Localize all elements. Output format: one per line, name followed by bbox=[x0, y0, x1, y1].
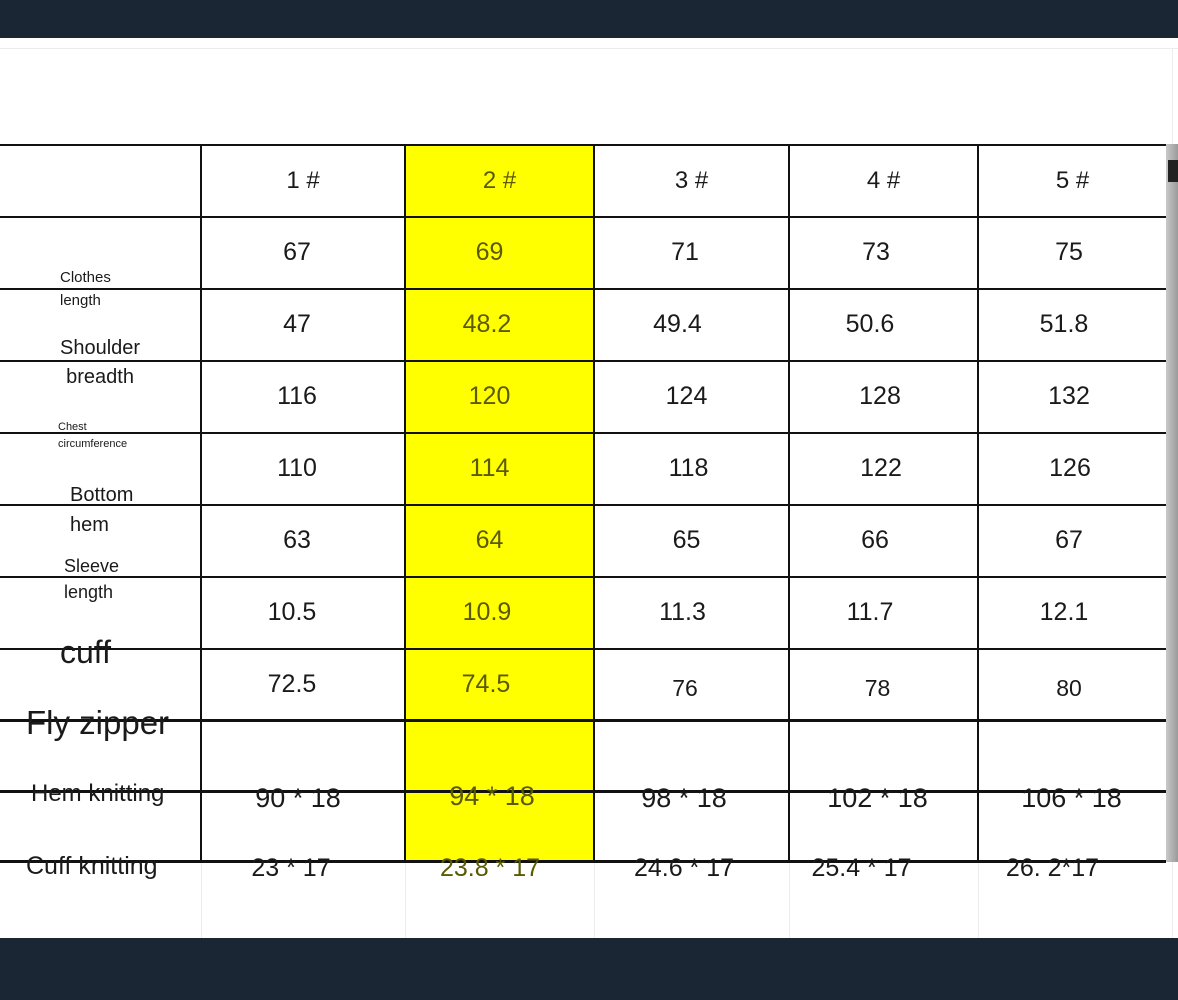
table-cell: 66 bbox=[861, 526, 889, 555]
header-size-4: 4 # bbox=[866, 166, 901, 194]
table-cell: 98 * 18 bbox=[641, 783, 727, 814]
table-cell: 12.1 bbox=[1039, 598, 1089, 627]
table-cell: 94 * 18 bbox=[449, 781, 535, 812]
row-label-cuff: cuff bbox=[60, 634, 111, 670]
size-chart-table bbox=[0, 144, 1166, 883]
table-cell: 26. 2*17 bbox=[1005, 854, 1100, 883]
table-cell: 65 bbox=[672, 526, 701, 555]
row-label-line: Clothes bbox=[60, 269, 111, 286]
table-cell: 124 bbox=[665, 382, 708, 411]
table-cell: 10.9 bbox=[462, 598, 512, 627]
table-cell: 110 bbox=[277, 454, 317, 483]
table-cell: 10.5 bbox=[267, 598, 317, 627]
table-cell: 76 bbox=[672, 675, 698, 702]
table-cell: 23.8 * 17 bbox=[439, 854, 541, 883]
row-label-clothes-length bbox=[60, 266, 111, 312]
table-cell: 118 bbox=[668, 454, 709, 483]
table-cell: 67 bbox=[1055, 526, 1083, 555]
table-cell: 25.4 * 17 bbox=[811, 854, 912, 883]
row-label-line: circumference bbox=[58, 438, 128, 450]
header-size-2: 2 # bbox=[482, 166, 517, 194]
table-cell: 67 bbox=[283, 238, 311, 267]
spreadsheet-page bbox=[0, 38, 1178, 938]
table-cell: 48.2 bbox=[462, 310, 512, 339]
row-label-chest-circumference bbox=[58, 419, 127, 453]
table-cell: 69 bbox=[475, 238, 504, 267]
table-cell: 71 bbox=[671, 238, 699, 267]
table-cell: 90 * 18 bbox=[255, 783, 341, 814]
row-label-line: Chest bbox=[58, 421, 87, 433]
header-size-3: 3 # bbox=[674, 166, 709, 194]
table-cell: 47 bbox=[283, 310, 311, 339]
row-label-sleeve-length bbox=[64, 553, 119, 605]
table-cell: 50.6 bbox=[845, 310, 895, 339]
table-cell: 72.5 bbox=[267, 670, 317, 699]
row-label-line: length bbox=[60, 292, 101, 309]
table-cell: 23 * 17 bbox=[251, 854, 331, 883]
row-label-line: Shoulder bbox=[60, 337, 141, 359]
table-cell: 49.4 bbox=[653, 310, 702, 339]
table-cell: 24.6 * 17 bbox=[633, 854, 735, 883]
row-label-line: breadth bbox=[66, 366, 134, 388]
table-cell: 122 bbox=[860, 454, 902, 483]
table-cell: 128 bbox=[859, 382, 901, 411]
row-label-line: Sleeve bbox=[64, 556, 120, 576]
grid-line bbox=[0, 48, 1178, 49]
row-label-hem-knitting: Hem knitting bbox=[31, 780, 165, 807]
row-label-line: length bbox=[64, 582, 114, 602]
table-cell: 116 bbox=[277, 382, 317, 411]
table-cell: 120 bbox=[468, 382, 511, 411]
table-cell: 11.3 bbox=[659, 598, 706, 627]
table-cell: 132 bbox=[1048, 382, 1090, 411]
table-cell: 63 bbox=[283, 526, 311, 555]
table-cell: 51.8 bbox=[1039, 310, 1089, 339]
table-cell: 114 bbox=[469, 454, 510, 483]
table-cell: 78 bbox=[864, 675, 891, 702]
row-label-cuff-knitting: Cuff knitting bbox=[26, 852, 158, 880]
row-label-line: hem bbox=[70, 514, 109, 536]
table-border bbox=[0, 648, 1166, 650]
table-cell: 75 bbox=[1055, 238, 1083, 267]
table-cell: 80 bbox=[1056, 675, 1082, 702]
row-label-fly-zipper: Fly zipper bbox=[26, 704, 170, 741]
table-cell: 74.5 bbox=[461, 670, 511, 699]
header-size-5: 5 # bbox=[1055, 166, 1090, 194]
table-cell: 73 bbox=[862, 238, 890, 267]
row-label-line: Bottom bbox=[70, 484, 134, 506]
photo-edge bbox=[1166, 144, 1178, 862]
table-cell: 11.7 bbox=[846, 598, 894, 627]
row-label-bottom-hem bbox=[70, 480, 133, 540]
header-size-1: 1 # bbox=[286, 166, 320, 194]
bottom-border-bar bbox=[0, 938, 1178, 1000]
table-cell: 106 * 18 bbox=[1021, 783, 1122, 814]
table-cell: 126 bbox=[1049, 454, 1091, 483]
table-cell: 102 * 18 bbox=[827, 783, 928, 814]
top-border-bar bbox=[0, 0, 1178, 38]
row-label-shoulder-breadth bbox=[60, 334, 140, 392]
table-cell: 64 bbox=[475, 526, 504, 555]
